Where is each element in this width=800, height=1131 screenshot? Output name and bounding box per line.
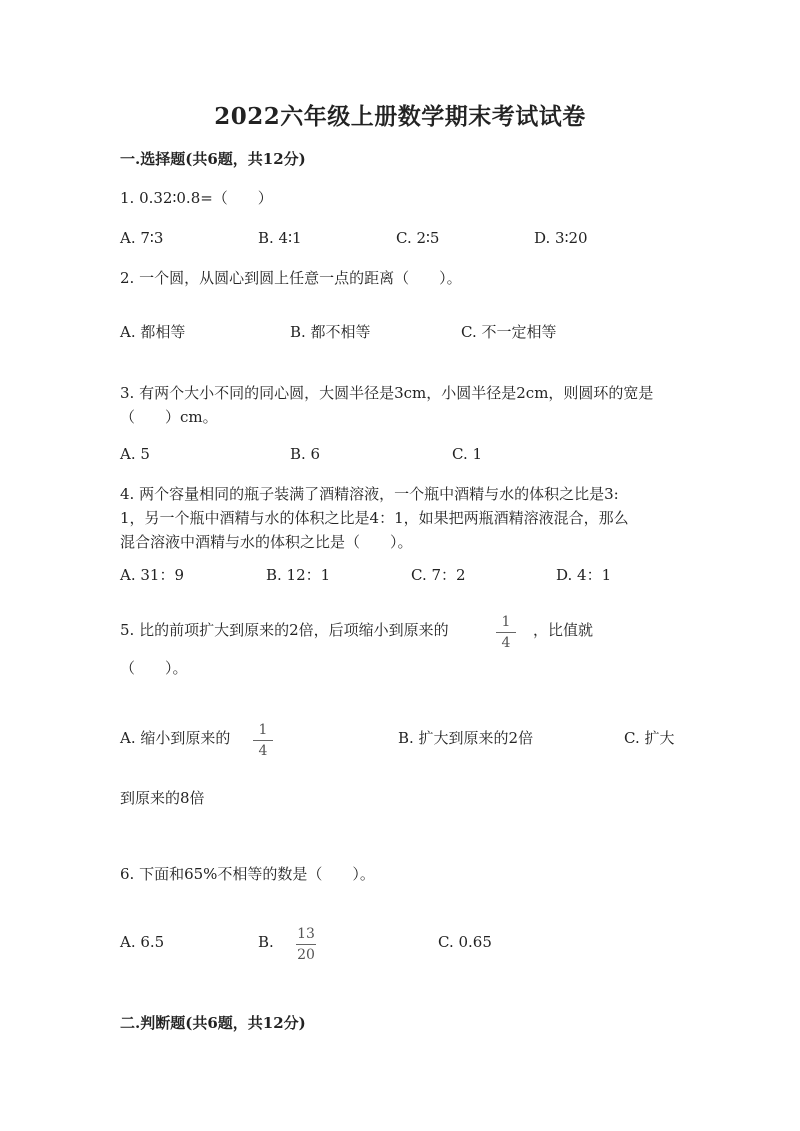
fraction-denominator: 20 — [297, 947, 315, 963]
question-4-option-b: B. 12：1 — [266, 566, 331, 584]
question-3-option-a: A. 5 — [120, 445, 150, 463]
question-3-option-c: C. 1 — [452, 445, 483, 463]
question-2-option-c: C. 不一定相等 — [461, 323, 557, 341]
question-4-stem-line-2: 1，另一个瓶中酒精与水的体积之比是4：1，如果把两瓶酒精溶液混合，那么 — [120, 509, 629, 527]
fraction-bar — [253, 740, 273, 741]
question-4-option-a: A. 31：9 — [120, 566, 184, 584]
question-6-option-b-fraction — [296, 926, 316, 963]
fraction-denominator: 4 — [501, 635, 511, 651]
page-title: 2022六年级上册数学期末考试试卷 — [214, 103, 586, 130]
question-5-stem-line-2: （ ）。 — [120, 659, 188, 677]
question-5-option-b: B. 扩大到原来的2倍 — [398, 729, 534, 747]
question-4-stem-line-1: 4. 两个容量相同的瓶子装满了酒精溶液，一个瓶中酒精与水的体积之比是3: — [120, 485, 619, 503]
question-4-option-c: C. 7：2 — [411, 566, 466, 584]
section-heading-true-false: 二.判断题(共6题，共12分) — [120, 1014, 306, 1032]
question-3-stem-line-1: 3. 有两个大小不同的同心圆，大圆半径是3cm，小圆半径是2cm，则圆环的宽是 — [120, 384, 654, 402]
question-6-option-c: C. 0.65 — [438, 933, 492, 951]
question-1-option-b: B. 4∶1 — [258, 229, 302, 247]
question-5-option-a: A. 缩小到原来的 — [120, 729, 231, 747]
question-1-stem: 1. 0.32∶0.8=（ ） — [120, 189, 273, 207]
question-6-option-b: B. — [258, 933, 274, 951]
fraction-numerator: 1 — [258, 722, 268, 738]
question-1-option-d: D. 3∶20 — [534, 229, 588, 247]
question-5-fraction — [496, 614, 516, 651]
question-6-option-a: A. 6.5 — [120, 933, 165, 951]
fraction-numerator: 13 — [297, 926, 315, 942]
question-5-stem-part-2: ，比值就 — [533, 621, 594, 639]
fraction-bar — [296, 944, 316, 945]
fraction-numerator: 1 — [501, 614, 511, 630]
question-4-stem-line-3: 混合溶液中酒精与水的体积之比是（ ）。 — [120, 533, 413, 551]
fraction-bar — [496, 632, 516, 633]
question-3-option-b: B. 6 — [290, 445, 321, 463]
question-2-option-b: B. 都不相等 — [290, 323, 371, 341]
question-2-stem: 2. 一个圆，从圆心到圆上任意一点的距离（ ）。 — [120, 269, 462, 287]
question-2-option-a: A. 都相等 — [120, 323, 186, 341]
question-1-option-c: C. 2∶5 — [396, 229, 440, 247]
question-5-option-c-part-2: 到原来的8倍 — [120, 789, 205, 807]
section-heading-choice: 一.选择题(共6题，共12分) — [120, 150, 306, 168]
question-6-stem: 6. 下面和65%不相等的数是（ ）。 — [120, 865, 375, 883]
fraction-denominator: 4 — [258, 743, 268, 759]
question-1-option-a: A. 7∶3 — [120, 229, 164, 247]
question-3-stem-line-2: （ ）cm。 — [120, 408, 218, 426]
question-5-option-a-fraction — [253, 722, 273, 759]
question-4-option-d: D. 4：1 — [556, 566, 612, 584]
question-5-stem-part-1: 5. 比的前项扩大到原来的2倍，后项缩小到原来的 — [120, 621, 449, 639]
question-5-option-c-part-1: C. 扩大 — [624, 729, 675, 747]
